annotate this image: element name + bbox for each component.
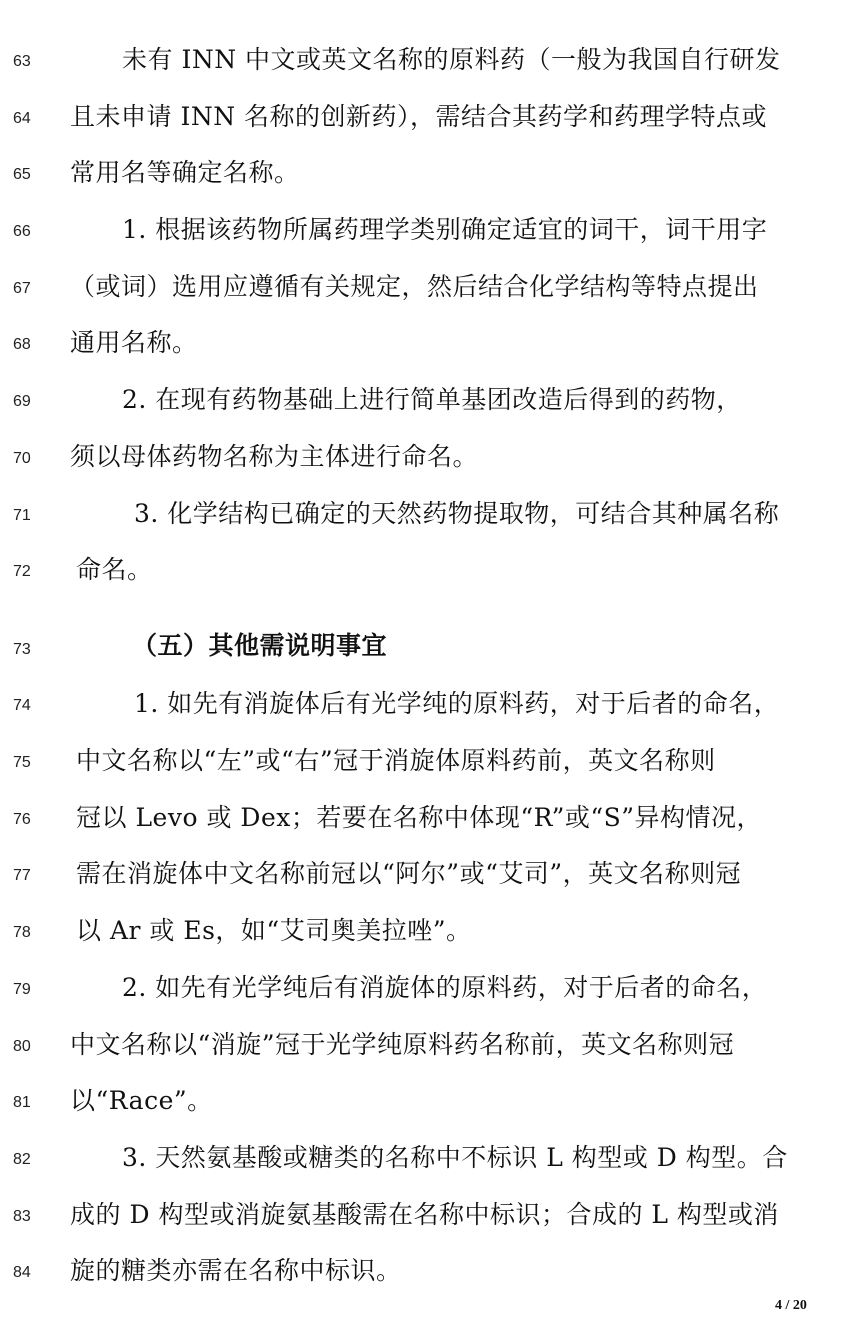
text-line: 1. 如先有消旋体后有光学纯的原料药，对于后者的命名， bbox=[134, 689, 780, 718]
text-line: 中文名称以“消旋”冠于光学纯原料药名称前，英文名称则冠 bbox=[70, 1030, 735, 1059]
text-line: 3. 天然氨基酸或糖类的名称中不标识 L 构型或 D 构型。合 bbox=[122, 1143, 788, 1172]
line-number: 77 bbox=[13, 867, 31, 884]
text-line: 以 Ar 或 Es，如“艾司奥美拉唑”。 bbox=[76, 916, 472, 945]
section-heading: （五）其他需说明事宜 bbox=[132, 631, 388, 660]
text-line: 2. 如先有光学纯后有消旋体的原料药，对于后者的命名， bbox=[122, 973, 768, 1002]
line-number: 73 bbox=[13, 641, 31, 658]
line-number: 65 bbox=[13, 166, 31, 183]
text-line: 成的 D 构型或消旋氨基酸需在名称中标识；合成的 L 构型或消 bbox=[70, 1200, 779, 1229]
line-number: 84 bbox=[13, 1264, 31, 1281]
line-number: 79 bbox=[13, 981, 31, 998]
text-line: 且未申请 INN 名称的创新药），需结合其药学和药理学特点或 bbox=[70, 102, 768, 131]
line-number: 80 bbox=[13, 1038, 31, 1055]
text-line: 命名。 bbox=[76, 555, 153, 584]
text-line: 1. 根据该药物所属药理学类别确定适宜的词干，词干用字 bbox=[122, 215, 768, 244]
line-number: 66 bbox=[13, 223, 31, 240]
text-line: 需在消旋体中文名称前冠以“阿尔”或“艾司”，英文名称则冠 bbox=[76, 859, 742, 888]
text-line: 通用名称。 bbox=[70, 328, 198, 357]
line-number: 75 bbox=[13, 754, 31, 771]
text-line: 以“Race”。 bbox=[70, 1086, 213, 1115]
text-line: 旋的糖类亦需在名称中标识。 bbox=[70, 1256, 402, 1285]
text-line: 冠以 Levo 或 Dex；若要在名称中体现“R”或“S”异构情况， bbox=[76, 803, 763, 832]
line-number: 78 bbox=[13, 924, 31, 941]
text-line: 中文名称以“左”或“右”冠于消旋体原料药前，英文名称则 bbox=[76, 746, 716, 775]
line-number: 81 bbox=[13, 1094, 31, 1111]
line-number: 83 bbox=[13, 1208, 31, 1225]
line-number: 74 bbox=[13, 697, 31, 714]
text-line: 未有 INN 中文或英文名称的原料药（一般为我国自行研发 bbox=[122, 45, 781, 74]
line-number: 68 bbox=[13, 336, 31, 353]
text-line: 须以母体药物名称为主体进行命名。 bbox=[70, 442, 479, 471]
line-number: 64 bbox=[13, 110, 31, 127]
text-line: 3. 化学结构已确定的天然药物提取物，可结合其种属名称 bbox=[134, 499, 780, 528]
line-number: 70 bbox=[13, 450, 31, 467]
line-number: 67 bbox=[13, 280, 31, 297]
line-number: 76 bbox=[13, 811, 31, 828]
line-number: 72 bbox=[13, 563, 31, 580]
text-line: 常用名等确定名称。 bbox=[70, 158, 300, 187]
line-number: 82 bbox=[13, 1151, 31, 1168]
text-line: 2. 在现有药物基础上进行简单基团改造后得到的药物， bbox=[122, 385, 742, 414]
text-line: （或词）选用应遵循有关规定，然后结合化学结构等特点提出 bbox=[70, 272, 759, 301]
line-number: 69 bbox=[13, 393, 31, 410]
page-number: 4 / 20 bbox=[775, 1298, 807, 1313]
line-number: 63 bbox=[13, 53, 31, 70]
line-number: 71 bbox=[13, 507, 31, 524]
